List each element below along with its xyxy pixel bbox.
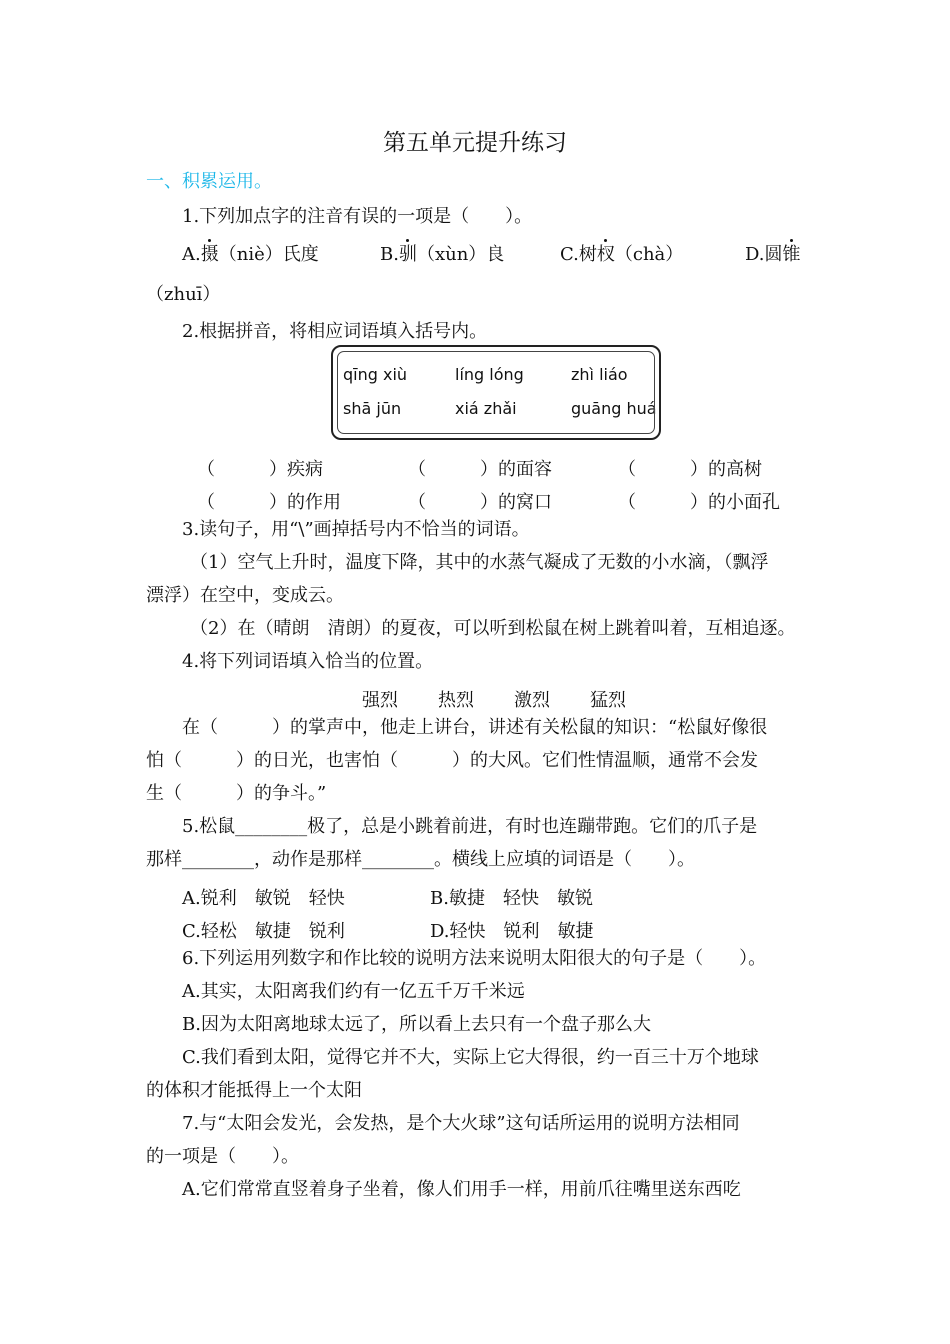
question-1-option-c: C.树杈（chà） (560, 244, 684, 265)
fill-blank: （ ）的面容 (408, 459, 552, 480)
dotted-char: 杈 (596, 244, 615, 265)
pinyin-item: líng lóng (455, 365, 524, 384)
question-6-option-b: B.因为太阳离地球太远了，所以看上去只有一个盘子那么大 (182, 1014, 651, 1035)
fill-blank: （ ）的窝口 (408, 492, 552, 513)
question-5-stem-cont: 那样________，动作是那样________。横线上应填的词语是（ ）。 (146, 849, 695, 870)
dotted-char: 驯 (398, 244, 417, 265)
question-3-sentence-1: （1）空气上升时，温度下降，其中的水蒸气凝成了无数的小水滴，（飘浮 (190, 552, 769, 573)
section-heading: 一、积累运用。 (146, 171, 272, 192)
question-1-option-d-cont: （zhuī） (146, 284, 221, 305)
question-7-option-a: A.它们常常直竖着身子坐着，像人们用手一样，用前爪往嘴里送东西吃 (182, 1179, 741, 1200)
dotted-char: 锥 (782, 244, 801, 265)
dotted-char: 摄 (200, 244, 219, 265)
question-1-option-b: B.驯（xùn）良 (380, 244, 505, 265)
word-bank-item: 热烈 (438, 690, 474, 711)
question-3-sentence-1-cont: 漂浮）在空中，变成云。 (146, 585, 344, 606)
question-6-option-a: A.其实，太阳离我们约有一亿五千万千米远 (182, 981, 525, 1002)
question-5-option-c: C.轻松 敏捷 锐利 (182, 921, 345, 942)
pinyin-item: shā jūn (343, 399, 402, 418)
fill-blank: （ ）的小面孔 (618, 492, 780, 513)
question-1-stem: 1.下列加点字的注音有误的一项是（ ）。 (182, 206, 533, 227)
question-4-stem: 4.将下列词语填入恰当的位置。 (182, 651, 434, 672)
pinyin-item: zhì liáo (571, 365, 628, 384)
question-4-passage-1: 在（ ）的掌声中，他走上讲台，讲述有关松鼠的知识：“松鼠好像很 (182, 717, 768, 738)
question-4-passage-3: 生（ ）的争斗。” (146, 783, 327, 804)
question-6-stem: 6.下列运用列数字和作比较的说明方法来说明太阳很大的句子是（ ）。 (182, 948, 767, 969)
question-5-stem: 5.松鼠________极了，总是小跳着前进，有时也连蹦带跑。它们的爪子是 (182, 816, 758, 837)
question-4-passage-2: 怕（ ）的日光，也害怕（ ）的大风。它们性情温顺，通常不会发 (146, 750, 758, 771)
question-5-option-a: A.锐利 敏锐 轻快 (182, 888, 345, 909)
question-3-stem: 3.读句子，用“\”画掉括号内不恰当的词语。 (182, 519, 530, 540)
question-6-option-c: C.我们看到太阳，觉得它并不大，实际上它大得很，约一百三十万个地球 (182, 1047, 759, 1068)
word-bank-item: 激烈 (514, 690, 550, 711)
question-5-option-d: D.轻快 锐利 敏捷 (430, 921, 594, 942)
page-title: 第五单元提升练习 (383, 130, 567, 156)
question-7-stem-cont: 的一项是（ ）。 (146, 1146, 299, 1167)
question-6-option-c-cont: 的体积才能抵得上一个太阳 (146, 1080, 362, 1101)
pinyin-item: guāng huá (571, 399, 657, 418)
pinyin-box (331, 345, 661, 440)
word-bank-item: 猛烈 (590, 690, 626, 711)
question-3-sentence-2: （2）在（晴朗 清朗）的夏夜，可以听到松鼠在树上跳着叫着，互相追逐。 (190, 618, 796, 639)
question-5-option-b: B.敏捷 轻快 敏锐 (430, 888, 593, 909)
question-2-stem: 2.根据拼音，将相应词语填入括号内。 (182, 321, 488, 342)
fill-blank: （ ）的高树 (618, 459, 762, 480)
question-1-option-a: A.摄（niè）氏度 (182, 244, 319, 265)
question-1-option-d: D.圆锥 (745, 244, 801, 265)
question-7-stem: 7.与“太阳会发光，会发热，是个大火球”这句话所运用的说明方法相同 (182, 1113, 740, 1134)
word-bank-item: 强烈 (362, 690, 398, 711)
pinyin-item: xiá zhǎi (455, 399, 517, 418)
pinyin-item: qīng xiù (343, 365, 408, 384)
fill-blank: （ ）的作用 (197, 492, 341, 513)
fill-blank: （ ）疾病 (197, 459, 323, 480)
